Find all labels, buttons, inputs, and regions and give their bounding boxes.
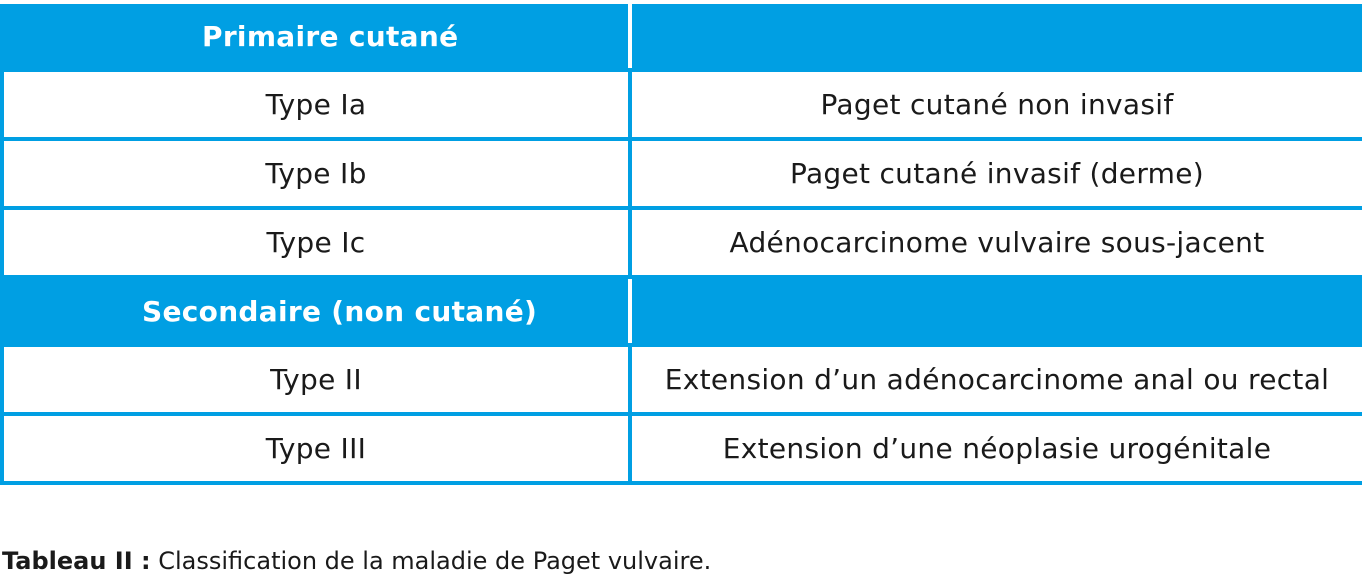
type-cell: Type Ia — [2, 70, 630, 139]
type-cell: Type II — [2, 345, 630, 414]
description-cell: Adénocarcinome vulvaire sous-jacent — [630, 208, 1362, 277]
table-row — [2, 414, 1362, 483]
caption-text: Classification de la maladie de Paget vulvaire. — [150, 547, 712, 575]
section-header-row — [2, 277, 1362, 345]
table-row — [2, 70, 1362, 139]
table-row — [2, 139, 1362, 208]
type-cell: Type Ic — [2, 208, 630, 277]
table-caption — [2, 547, 711, 575]
section-header-primary: Primaire cutané — [2, 2, 630, 70]
description-cell: Extension d’une néoplasie urogénitale — [630, 414, 1362, 483]
description-cell: Paget cutané non invasif — [630, 70, 1362, 139]
description-cell: Extension d’un adénocarcinome anal ou rectal — [630, 345, 1362, 414]
table-row — [2, 345, 1362, 414]
table-row — [2, 208, 1362, 277]
description-cell: Paget cutané invasif (derme) — [630, 139, 1362, 208]
section-header-right — [630, 277, 1362, 345]
type-cell: Type Ib — [2, 139, 630, 208]
section-header-secondary: Secondaire (non cutané) — [2, 277, 630, 345]
section-header-row — [2, 2, 1362, 70]
type-cell: Type III — [2, 414, 630, 483]
caption-label: Tableau II : — [2, 547, 151, 575]
section-header-right — [630, 2, 1362, 70]
